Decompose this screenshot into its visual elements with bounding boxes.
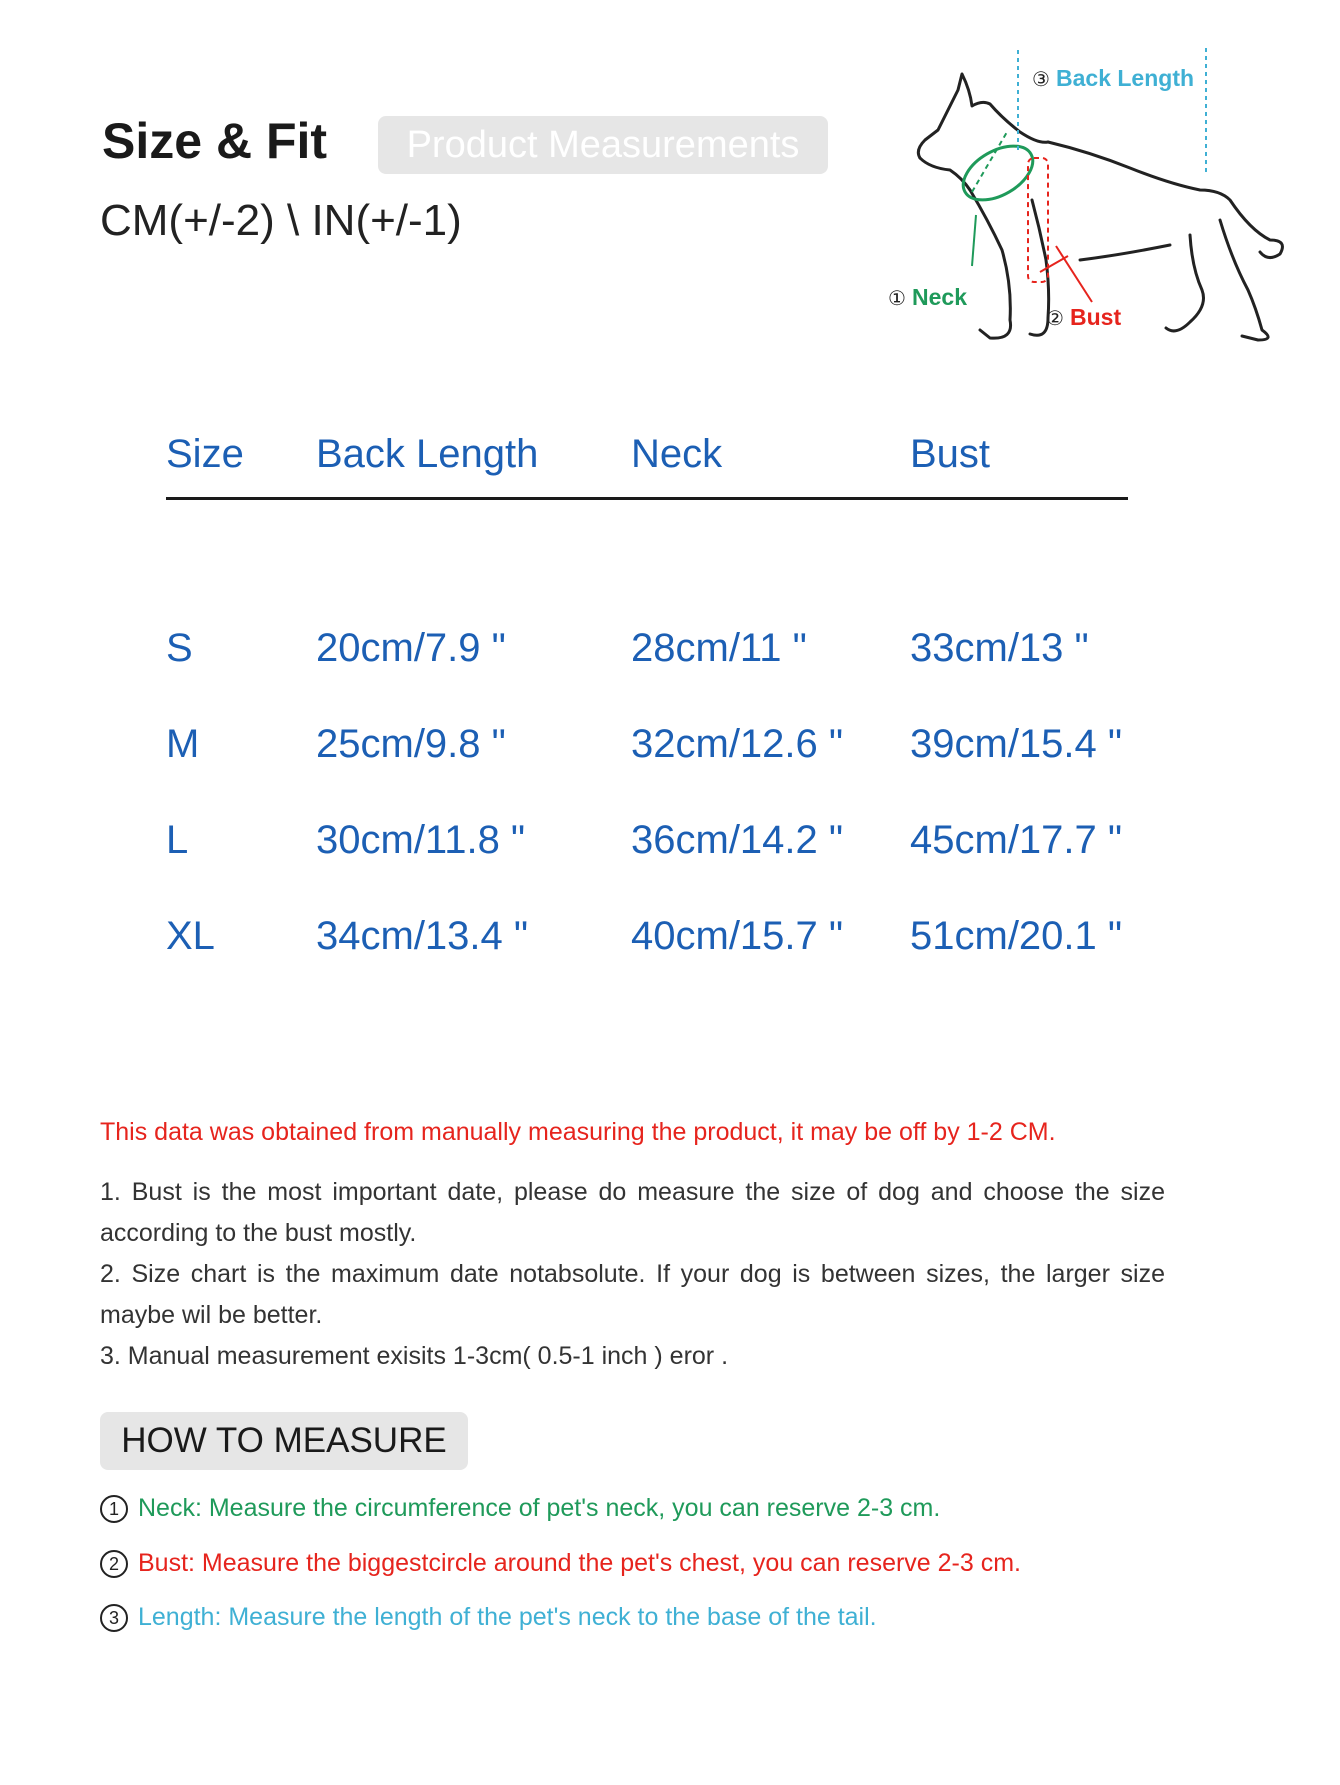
cell-back-length-l: 30cm/11.8 ": [316, 818, 526, 862]
note-item: 2. Size chart is the maximum date notabsolute. If your dog is between sizes, the larger size maybe wil be better.: [100, 1260, 1165, 1329]
cell-back-length-xl: 34cm/13.4 ": [316, 914, 529, 958]
col-header-neck: Neck: [631, 432, 723, 476]
cell-size-l: L: [166, 818, 189, 862]
bust-num: ②: [1046, 306, 1064, 330]
col-header-size: Size: [166, 432, 244, 476]
cell-bust-l: 45cm/17.7 ": [910, 818, 1123, 862]
how-to-length: [100, 1603, 877, 1632]
col-header-bust: Bust: [910, 432, 991, 476]
how-to-neck: [100, 1494, 940, 1523]
number-circle-icon: 1: [100, 1495, 128, 1523]
cell-size-m: M: [166, 722, 200, 766]
cell-neck-l: 36cm/14.2 ": [631, 818, 844, 862]
how-to-bust-text: Bust: Measure the biggestcircle around the pet's chest, you can reserve 2-3 cm.: [138, 1549, 1021, 1577]
number-circle-icon: 2: [100, 1550, 128, 1578]
neck-num: ①: [888, 286, 906, 310]
cell-size-xl: XL: [166, 914, 215, 958]
bust-label: Bust: [1070, 304, 1122, 330]
cell-neck-xl: 40cm/15.7 ": [631, 914, 844, 958]
product-measurements-badge: Product Measurements: [378, 116, 828, 174]
page-title: Size & Fit: [102, 113, 328, 169]
note-item: 3. Manual measurement exisits 1-3cm( 0.5-1 inch ) eror .: [100, 1342, 729, 1370]
back-length-num: ③: [1032, 67, 1050, 91]
col-header-back-length: Back Length: [316, 432, 539, 476]
cell-neck-s: 28cm/11 ": [631, 626, 807, 670]
back-length-label: Back Length: [1056, 65, 1195, 91]
cell-back-length-m: 25cm/9.8 ": [316, 722, 506, 766]
bust-pointer: [1056, 246, 1092, 302]
cell-bust-xl: 51cm/20.1 ": [910, 914, 1123, 958]
table-header-rule: [166, 497, 1128, 500]
dog-measurement-illustration: [870, 40, 1300, 380]
cell-neck-m: 32cm/12.6 ": [631, 722, 844, 766]
tolerance-text: CM(+/-2) \ IN(+/-1): [100, 196, 462, 245]
cell-bust-s: 33cm/13 ": [910, 626, 1089, 670]
neck-measure-ring: [954, 135, 1042, 211]
neck-pointer: [972, 215, 976, 266]
how-to-length-text: Length: Measure the length of the pet's neck to the base of the tail.: [138, 1603, 877, 1631]
cell-back-length-s: 20cm/7.9 ": [316, 626, 506, 670]
measurement-warning: This data was obtained from manually measuring the product, it may be off by 1-2 CM.: [100, 1118, 1056, 1146]
how-to-measure-heading: HOW TO MEASURE: [100, 1412, 468, 1470]
neck-label: Neck: [912, 284, 967, 310]
notes-list: [100, 1172, 1165, 1377]
dog-outline: [918, 74, 1282, 340]
how-to-neck-text: Neck: Measure the circumference of pet's neck, you can reserve 2-3 cm.: [138, 1494, 941, 1522]
cell-bust-m: 39cm/15.4 ": [910, 722, 1123, 766]
how-to-bust: [100, 1549, 1021, 1578]
note-item: 1. Bust is the most important date, please do measure the size of dog and choose the size according to the bust mostly.: [100, 1178, 1165, 1247]
number-circle-icon: 3: [100, 1604, 128, 1632]
cell-size-s: S: [166, 626, 193, 670]
